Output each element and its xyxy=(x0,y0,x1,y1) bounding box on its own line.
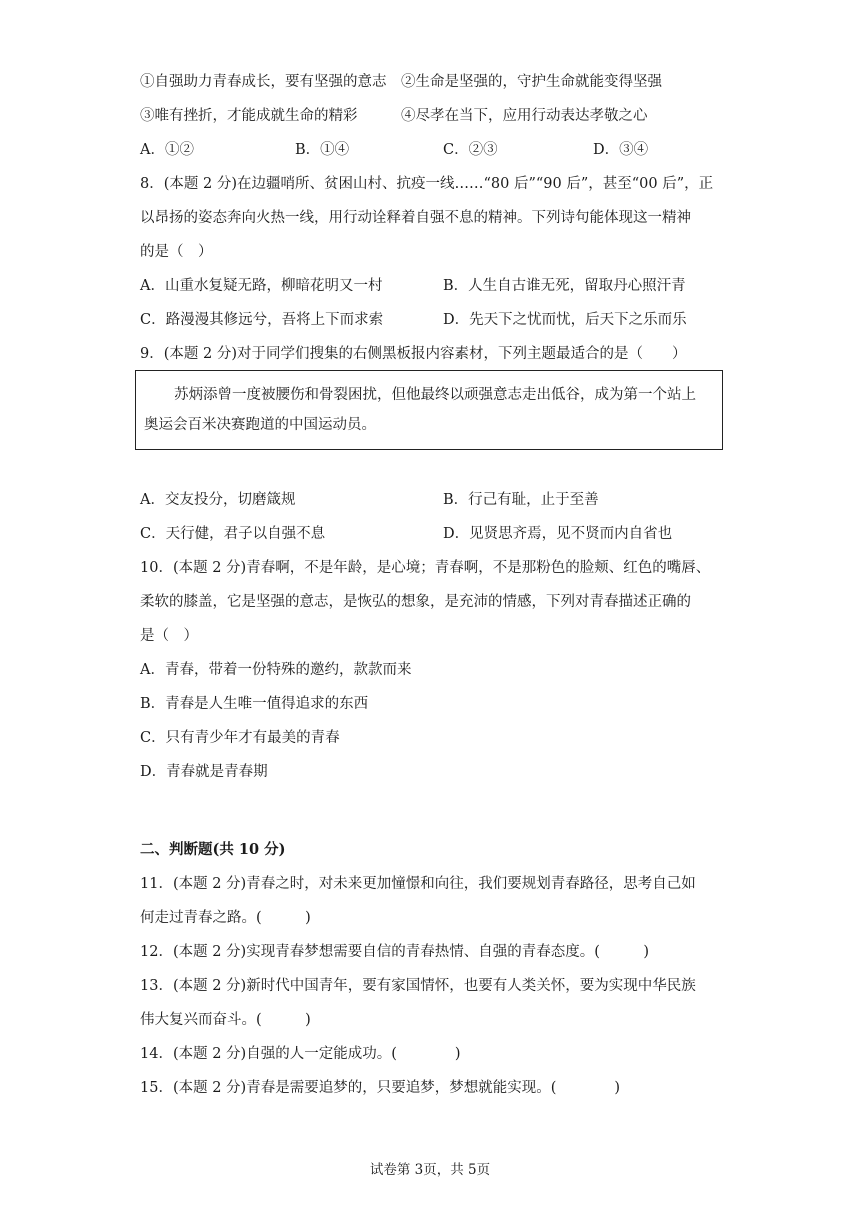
q9-material-box xyxy=(135,370,723,450)
q9-option-d: D．见贤思齐焉，见不贤而内自省也 xyxy=(443,526,673,542)
q9-stem-line1: 9．(本题 2 分)对于同学们搜集的右侧黑板报内容素材，下列主题最适合的是（ ） xyxy=(140,346,687,362)
q13-stem-line1: 13．(本题 2 分)新时代中国青年，要有家国情怀，也要有人类关怀，要为实现中华民族 xyxy=(140,978,696,994)
q7-statements-line1: ①自强助力青春成长，要有坚强的意志 ②生命是坚强的，守护生命就能变得坚强 xyxy=(140,74,662,90)
q9-option-b: B．行己有耻，止于至善 xyxy=(443,492,599,508)
q9-material-line1: 苏炳添曾一度被腰伤和骨裂困扰，但他最终以顽强意志走出低谷，成为第一个站上 xyxy=(174,387,696,403)
q7-option-c: C．②③ xyxy=(443,142,498,158)
q15-stem: 15．(本题 2 分)青春是需要追梦的，只要追梦，梦想就能实现。( ) xyxy=(140,1080,621,1096)
q11-stem-line1: 11．(本题 2 分)青春之时，对未来更加憧憬和向往，我们要规划青春路径，思考自己如 xyxy=(140,876,696,892)
page-footer: 试卷第 3页，共 5页 xyxy=(369,1162,491,1178)
q10-option-d: D．青春就是青春期 xyxy=(140,764,268,780)
q8-stem-line1: 8．(本题 2 分)在边疆哨所、贫困山村、抗疫一线……“80 后”“90 后”，甚至“00 后”，正 xyxy=(140,176,714,192)
q10-stem-line1: 10．(本题 2 分)青春啊，不是年龄，是心境；青春啊，不是那粉色的脸颊、红色的嘴唇、 xyxy=(140,560,711,576)
q7-option-b: B．①④ xyxy=(295,142,350,158)
q14-stem: 14．(本题 2 分)自强的人一定能成功。( ) xyxy=(140,1046,461,1062)
q8-option-d: D．先天下之忧而忧，后天下之乐而乐 xyxy=(443,312,687,328)
q8-stem-line3: 的是（ ） xyxy=(140,244,213,260)
q8-option-b: B．人生自古谁无死，留取丹心照汗青 xyxy=(443,278,686,294)
q9-material-line2: 奥运会百米决赛跑道的中国运动员。 xyxy=(144,417,376,433)
q8-option-c: C．路漫漫其修远兮，吾将上下而求索 xyxy=(140,312,384,328)
q10-option-b: B．青春是人生唯一值得追求的东西 xyxy=(140,696,369,712)
q10-option-a: A．青春，带着一份特殊的邀约，款款而来 xyxy=(140,662,412,678)
q12-stem: 12．(本题 2 分)实现青春梦想需要自信的青春热情、自强的青春态度。( ) xyxy=(140,944,650,960)
q7-statements-line2: ③唯有挫折，才能成就生命的精彩 ④尽孝在当下，应用行动表达孝敬之心 xyxy=(140,108,648,124)
q10-option-c: C．只有青少年才有最美的青春 xyxy=(140,730,340,746)
q10-stem-line2: 柔软的膝盖，它是坚强的意志，是恢弘的想象，是充沛的情感，下列对青春描述正确的 xyxy=(140,594,691,610)
q9-option-a: A．交友投分，切磨箴规 xyxy=(140,492,296,508)
q10-stem-line3: 是（ ） xyxy=(140,628,198,644)
q13-stem-line2: 伟大复兴而奋斗。( ) xyxy=(140,1012,311,1028)
q8-stem-line2: 以昂扬的姿态奔向火热一线，用行动诠释着自强不息的精神。下列诗句能体现这一精神 xyxy=(140,210,691,226)
section-title-judgement: 二、判断题(共 10 分) xyxy=(140,841,286,858)
q7-option-d: D．③④ xyxy=(593,142,649,158)
q9-option-c: C．天行健，君子以自强不息 xyxy=(140,526,326,542)
q7-option-a: A．①② xyxy=(140,142,194,158)
q11-stem-line2: 何走过青春之路。( ) xyxy=(140,910,311,926)
q8-option-a: A．山重水复疑无路，柳暗花明又一村 xyxy=(140,278,383,294)
